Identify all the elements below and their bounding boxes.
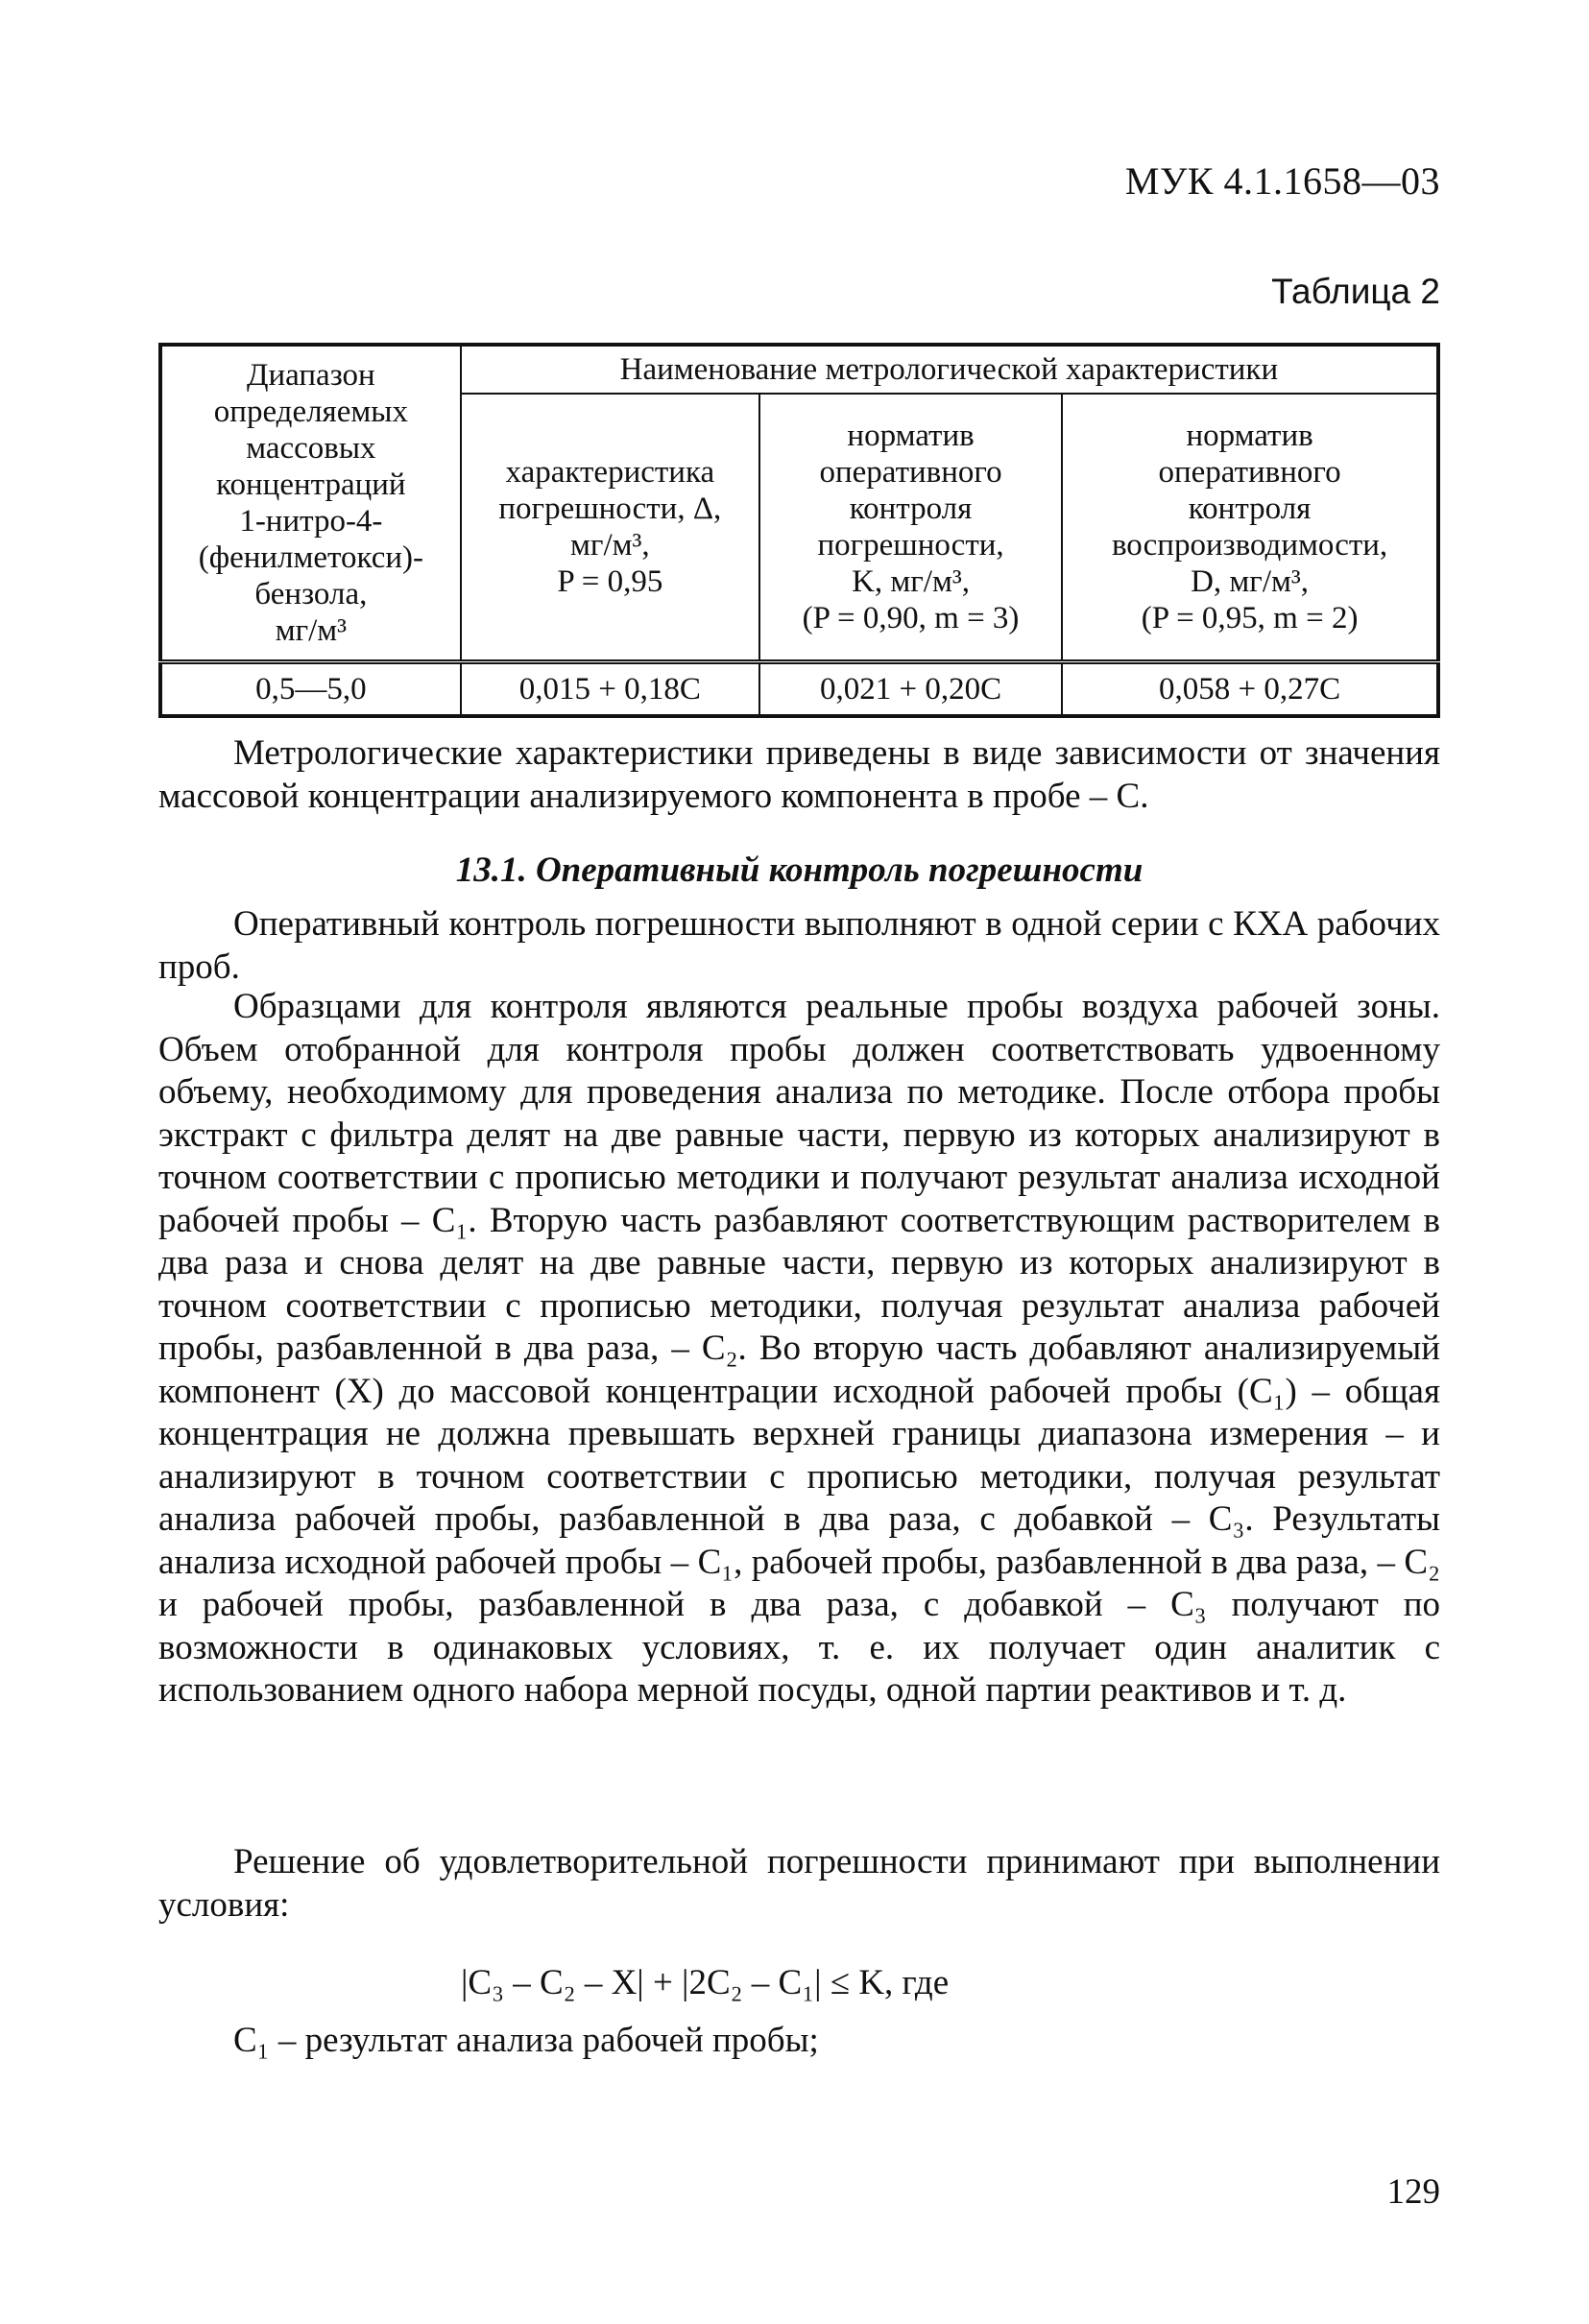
- error-control-header: норматив оперативного контроля погрешности, K, мг/м³, (P = 0,90, m = 3): [759, 394, 1062, 662]
- error-characteristic-header: характеристика погрешности, Δ, мг/м³, P = 0,95: [461, 394, 759, 662]
- table-label: Таблица 2: [1271, 272, 1440, 311]
- paragraph-control-intro: Оперативный контроль погрешности выполняют в одной серии с КХА рабочих проб.: [158, 904, 1440, 987]
- table-cell-error-control: 0,021 + 0,20C: [759, 662, 1062, 717]
- paragraph-metrology-note: Метрологические характеристики приведены в виде зависимости от значения массовой концентрации анализируемого компонента в пробе – C.: [158, 733, 1440, 816]
- reproducibility-control-header: норматив оперативного контроля воспроизводимости, D, мг/м³, (P = 0,95, m = 2): [1062, 394, 1438, 662]
- table-cell-range: 0,5—5,0: [160, 662, 461, 717]
- characteristic-group-header: Наименование метрологической характеристики: [461, 345, 1438, 394]
- paragraph-procedure: Образцами для контроля являются реальные пробы воздуха рабочей зоны. Объем отобранной для контроля пробы должен соответствовать удвоенному объему, необходимому для проведения анализа по методике. После отбора пробы экстракт с фильтра делят на две равные части, первую из которых анализируют в точном соответствии с прописью методики и получают результат анализа исходной рабочей пробы – C₁. Вторую часть разбавляют соответствующим растворителем в два раза и снова делят на две равные части, первую из которых анализируют в точном соответствии с прописью методики, получая результат анализа рабочей пробы, разбавленной в два раза, – C₂. Во вторую часть добавляют анализируемый компонент (X) до массовой концентрации исходной рабочей пробы (C₁) – общая концентрация не должна превышать верхней границы диапазона измерения – и анализируют в точном соответствии с прописью методики, получая результат анализа рабочей пробы, разбавленной в два раза, с добавкой – C₃. Результаты анализа исходной рабочей пробы – C₁, рабочей пробы, разбавленной в два раза, – C₂ и рабочей пробы, разбавленной в два раза, с добавкой – C₃ получают по возможности в одинаковых условиях, т. е. их получает один аналитик с использованием одного набора мерной посуды, одной партии реактивов и т. д.: [158, 987, 1440, 1710]
- metrology-table: [158, 343, 1440, 718]
- definition-c1: C₁ – результат анализа рабочей пробы;: [233, 2021, 819, 2060]
- section-title: 13.1. Оперативный контроль погрешности: [455, 851, 1144, 890]
- page-number: 129: [1386, 2172, 1440, 2212]
- table-row: [160, 662, 1438, 717]
- paragraph-decision: Решение об удовлетворительной погрешности принимают при выполнении условия:: [158, 1842, 1440, 1925]
- document-code: МУК 4.1.1658—03: [1124, 159, 1440, 203]
- table-cell-reproducibility: 0,058 + 0,27C: [1062, 662, 1438, 717]
- table-cell-error: 0,015 + 0,18C: [461, 662, 759, 717]
- acceptance-formula: |C₃ – C₂ – X| + |2C₂ – C₁| ≤ K, где: [461, 1963, 950, 2002]
- range-column-header: Диапазон определяемых массовых концентраций 1-нитро-4- (фенилметокси)- бензола, мг/м³: [160, 345, 461, 662]
